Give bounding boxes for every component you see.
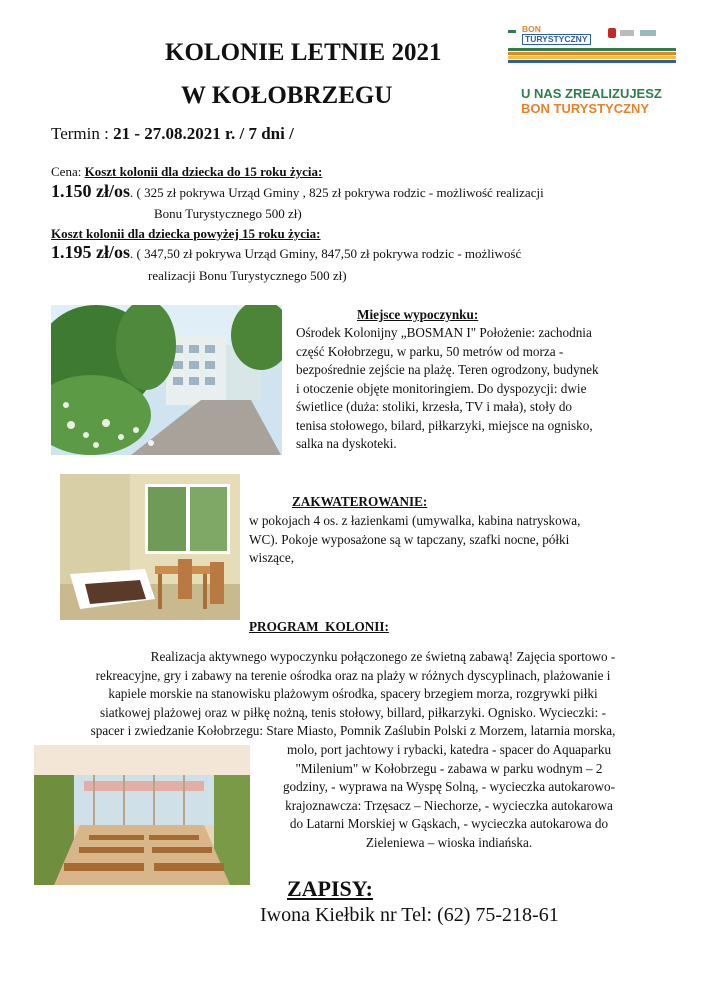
slogan-line1: U NAS ZREALIZUJESZ: [521, 86, 662, 101]
page-title-line1: KOLONIE LETNIE 2021: [165, 39, 442, 66]
accommodation-heading: ZAKWATEROWANIE:: [292, 494, 428, 509]
program-heading: PROGRAM KOLONII:: [249, 619, 389, 634]
photo-dining-hall: [34, 745, 250, 885]
program-description-narrow: [254, 741, 644, 852]
price-over15-line: [51, 244, 521, 262]
program-line: Zieleniewa – wioska indiańska.: [365, 834, 533, 850]
price-under15-line: [51, 183, 544, 201]
pot-logo-icon: [640, 30, 656, 36]
page-title-line2: W KOŁOBRZEGU: [181, 82, 393, 109]
accommodation-line: w pokojach 4 os. z łazienkami (umywalka, kabina natryskowa,: [249, 513, 581, 528]
under15-detail2: Bonu Turystycznego 500 zł): [154, 206, 302, 221]
location-line: świetlice (duża: stoliki, krzesła, TV i mała), stoły do: [296, 399, 573, 414]
program-line: kapiele morskie na stanowisku plażowym ośrodka, spacery brzegiem morza, rozgrywki piłki: [108, 686, 598, 701]
location-line: i otoczenie objęte monitoringiem. Do dyspozycji: dwie: [296, 380, 587, 396]
location-description: [296, 324, 636, 454]
over15-detail1: . ( 347,50 zł pokrywa Urząd Gminy, 847,50 zł pokrywa rodzic - możliwość: [130, 246, 522, 261]
bon-turystyczny-logo: [508, 24, 678, 66]
price-under15-heading-line: [51, 163, 322, 180]
logo-text-line1: BON: [522, 24, 541, 34]
photo-building: [51, 305, 282, 455]
location-heading: Miejsce wypoczynku:: [357, 307, 479, 322]
signup-heading: ZAPISY:: [287, 876, 373, 901]
accommodation-description: [249, 512, 629, 568]
location-line: bezpośrednie zejście na plażę. Teren ogrodzony, budynek: [296, 362, 599, 377]
accommodation-line: wiszące,: [249, 550, 295, 565]
program-line: Realizacja aktywnego wypoczynku połączonego ze świetną zabawą! Zajęcia sportowo -: [150, 649, 616, 664]
under15-detail1: . ( 325 zł pokrywa Urząd Gminy , 825 zł pokrywa rodzic - możliwość realizacji: [130, 185, 544, 200]
photo-room: [60, 474, 240, 620]
program-line: rekreacyjne, gry i zabawy na terenie ośrodka oraz na plaży w różnych dyscyplinach, plażowanie i: [95, 667, 611, 683]
ministry-logo-icon: [620, 30, 634, 36]
over15-price: 1.195 zł/os: [51, 242, 130, 262]
eagle-emblem-icon: [608, 28, 616, 38]
program-line: krajoznawcza: Trzęsacz – Niechorze, - wycieczka autokarowa: [285, 797, 613, 813]
signup-contact: Iwona Kiełbik nr Tel: (62) 75-218-61: [260, 904, 559, 926]
termin-line: [51, 123, 294, 145]
cena-label: Cena:: [51, 164, 85, 179]
accommodation-line: WC). Pokoje wyposażone są w tapczany, szafki nocne, półki: [249, 531, 570, 547]
termin-label: Termin :: [51, 124, 114, 143]
program-line: godziny, - wyprawa na Wyspę Solną, - wycieczka autokarowo-: [282, 779, 616, 794]
over15-heading: Koszt kolonii dla dziecka powyżej 15 roku życia:: [51, 226, 321, 241]
over15-detail2: realizacji Bonu Turystycznego 500 zł): [148, 268, 347, 283]
program-line: siatkowej plażowej oraz w piłkę nożną, tenis stołowy, billard, piłkarzyki. Ognisko. Wycieczki: -: [99, 704, 607, 720]
under15-heading: Koszt kolonii dla dziecka do 15 roku życia:: [84, 164, 323, 179]
program-description: [28, 648, 678, 741]
program-line: molo, port jachtowy i rybacki, katedra - spacer do Aquaparku: [286, 742, 612, 757]
program-line: spacer i zwiedzanie Kołobrzegu: Stare Miasto, Pomnik Zaślubin Polski z Morzem, latarnia morska,: [90, 723, 616, 738]
termin-dates: 21 - 27.08.2021 r. / 7 dni /: [113, 124, 294, 143]
location-line: salka na dyskoteki.: [296, 436, 397, 451]
location-line: część Kołobrzegu, w parku, 50 metrów od morza -: [296, 343, 564, 359]
location-line: Ośrodek Kolonijny „BOSMAN I" Położenie: zachodnia: [296, 325, 592, 340]
under15-price: 1.150 zł/os: [51, 181, 130, 201]
location-line: tenisa stołowego, bilard, piłkarzyki, miejsce na ognisko,: [296, 417, 593, 433]
slogan-line2: BON TURYSTYCZNY: [521, 101, 650, 116]
program-line: "Milenium" w Kołobrzegu - zabawa w parku wodnym – 2: [295, 760, 603, 776]
logo-text-line2: TURYSTYCZNY: [522, 34, 591, 45]
program-line: do Latarni Morskiej w Gąskach, - wycieczka autokarowa do: [289, 816, 609, 831]
